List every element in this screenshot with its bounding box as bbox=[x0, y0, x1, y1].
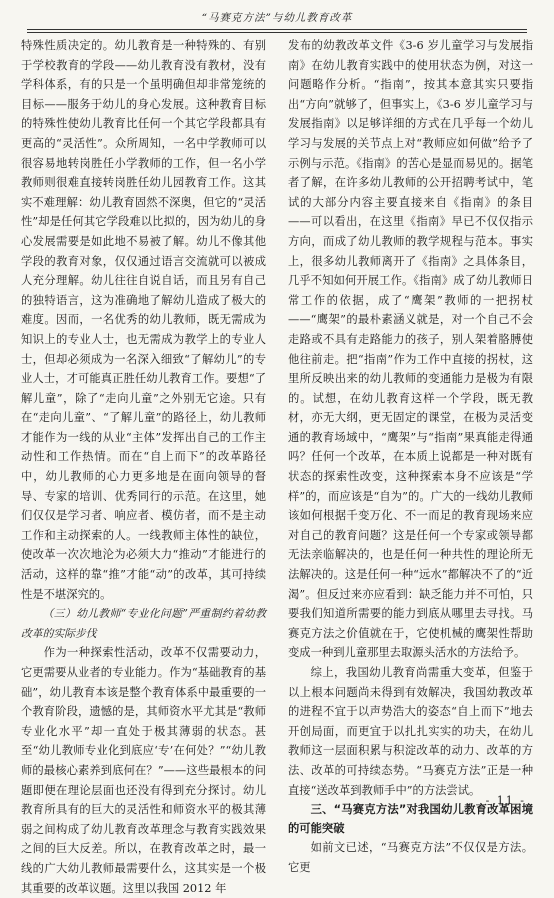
left-column bbox=[21, 36, 266, 898]
subsection-heading: （三）幼儿教师“专业化问题”严重制约着幼教改革的实际步伐 bbox=[21, 607, 266, 640]
left-paragraph-1: 特殊性质决定的。幼儿教育是一种特殊的、有别于学校教育的学段——幼儿教育没有教材，没有学科体系，有的只是一个虽明确但却非常笼统的目标——服务于幼儿的身心发展。这种教育目标的特殊性使幼儿教育比任何一个其它学段都具有更高的“灵活性”。众所周知，一名中学教师可以很容易地转岗胜任小学教师的工作，但一名小学教师则很难直接转岗胜任幼儿园教育工作。这其实不难理解：幼儿教育固然不深奥，但它的“灵活性”却是任何其它学段难以比拟的，因为幼儿的身心发展需要是如此地不易被了解。幼儿不像其他学段的教育对象，仅仅通过语言交流就可以被成人充分理解。幼儿往往自说自话，而且另有自己的独特语言，这为准确地了解幼儿造成了极大的难度。因而，一名优秀的幼儿教师，既无需成为知识上的专业人士，也无需成为教学上的专业人士，但却必须成为一名深入细致“了解幼儿”的专业人士，才可能真正胜任幼儿教育工作。要想“了解儿童”，除了“走向儿童”之外别无它途。只有在“走向儿童”、“了解儿童”的路径上，幼儿教师才能作为一线的从业“主体”发挥出自己的工作主动性和工作热情。而在“自上而下”的改革路径中，幼儿教师的心力更多地是在面向领导的督导、专家的培训、优秀同行的示范。在这里，她们仅仅是学习者、响应者、模仿者，而不是主动工作和主动探索的人。一线教师主体性的缺位，使改革一次次地沦为必须大力“推动”才能进行的活动，这样的靠“推”才能“动”的改革，其可持续性是不堪深究的。 bbox=[21, 39, 266, 601]
right-paragraph-2: 综上，我国幼儿教育尚需重大变革，但鉴于以上根本问题尚未得到有效解决，我国幼教改革的进程不宜于以声势浩大的姿态“自上而下”地去开创局面，而更宜于以扎扎实实的功夫，在幼儿教师这一层面积累与积淀改革的动力、改革的方法、改革的可持续态势。“马赛克方法”正是一种直接“送改革到教师手中”的方法尝试。 bbox=[288, 666, 533, 797]
right-column bbox=[288, 36, 533, 877]
header-rule bbox=[27, 29, 527, 33]
left-paragraph-2: 作为一种探索性活动，改革不仅需要动力，它更需要从业者的专业能力。作为“基础教育的基础”，幼儿教育本该是整个教育体系中最重要的一个教育阶段，遗憾的是，其师资水平尤其是“教师专业化水平”却一直处于极其薄弱的状态。甚至“幼儿教师专业化到底应‘专’在何处？”“幼儿教师的最核心素养到底何在？”——这些最根本的问题即便在理论层面也还没有得到充分探讨。幼儿教育所具有的巨大的灵活性和师资水平的极其薄弱之间构成了幼儿教育改革理念与教育实践效果之间的巨大反差。所以，在教育改革之时，最一线的广大幼儿教师最需要什么，这其实是一个极其重要的改革议题。这里以我国 2012 年 bbox=[21, 646, 266, 895]
right-paragraph-1: 发布的幼教改革文件《3-6 岁儿童学习与发展指南》在幼儿教育实践中的使用状态为例，对这一问题略作分析。“指南”，按其本意其实只要指出“方向”就够了，但事实上，《3-6 岁儿童学习与发展指南》以足够详细的方式在几乎每一个幼儿学习与发展的关节点上对“教师应如何做”给予了示例与示范。《指南》的苦心是显而易见的。据笔者了解，在许多幼儿教师的公开招聘考试中，笔试的大部分内容主要直接来自《指南》的条目——可以看出，在这里《指南》早已不仅仅指示方向，而成了幼儿教师的教学规程与范本。事实上，很多幼儿教师离开了《指南》之具体条目，几乎不知如何开展工作。《指南》成了幼儿教师日常工作的依据，成了“鹰架”教师的一把拐杖——“鹰架”的最朴素涵义就是，对一个自己不会走路或不具有走路能力的孩子，别人架着胳膊使他往前走。把“指南”作为工作中直接的拐杖，这里所反映出来的幼儿教师的变通能力是极为有限的。试想，在幼儿教育这样一个学段，既无教材，亦无大纲，更无固定的课堂，在极为灵活变通的教育场域中，“鹰架”与“指南”果真能走得通吗？任何一个改革，在本质上说都是一种对既有状态的探索性改变，这种探索本身不应该是“学样”的，而应该是“自为”的。广大的一线幼儿教师该如何根据千变万化、不一而足的教育现场来应对自己的教育问题？这是任何一个专家或领导都无法亲临解决的，也是任何一种共性的理论所无法解决的。这是任何一种“远水”都解决不了的“近渴”。但反过来亦应看到：缺乏能力并不可怕，只要我们知道所需要的能力到底从哪里去寻找。马赛克方法之价值就在于，它使机械的鹰架性帮助变成一种到儿童那里去取源头活水的方法给予。 bbox=[288, 39, 533, 660]
page-number: - 11 - bbox=[485, 794, 526, 807]
running-header: “马赛克方法”与幼儿教育改革 bbox=[201, 12, 353, 24]
section-heading: 三、“马赛克方法”对我国幼儿教育改革困境的可能突破 bbox=[288, 803, 533, 836]
right-paragraph-3: 如前文已述，“马赛克方法”不仅仅是方法。它更 bbox=[288, 841, 533, 874]
